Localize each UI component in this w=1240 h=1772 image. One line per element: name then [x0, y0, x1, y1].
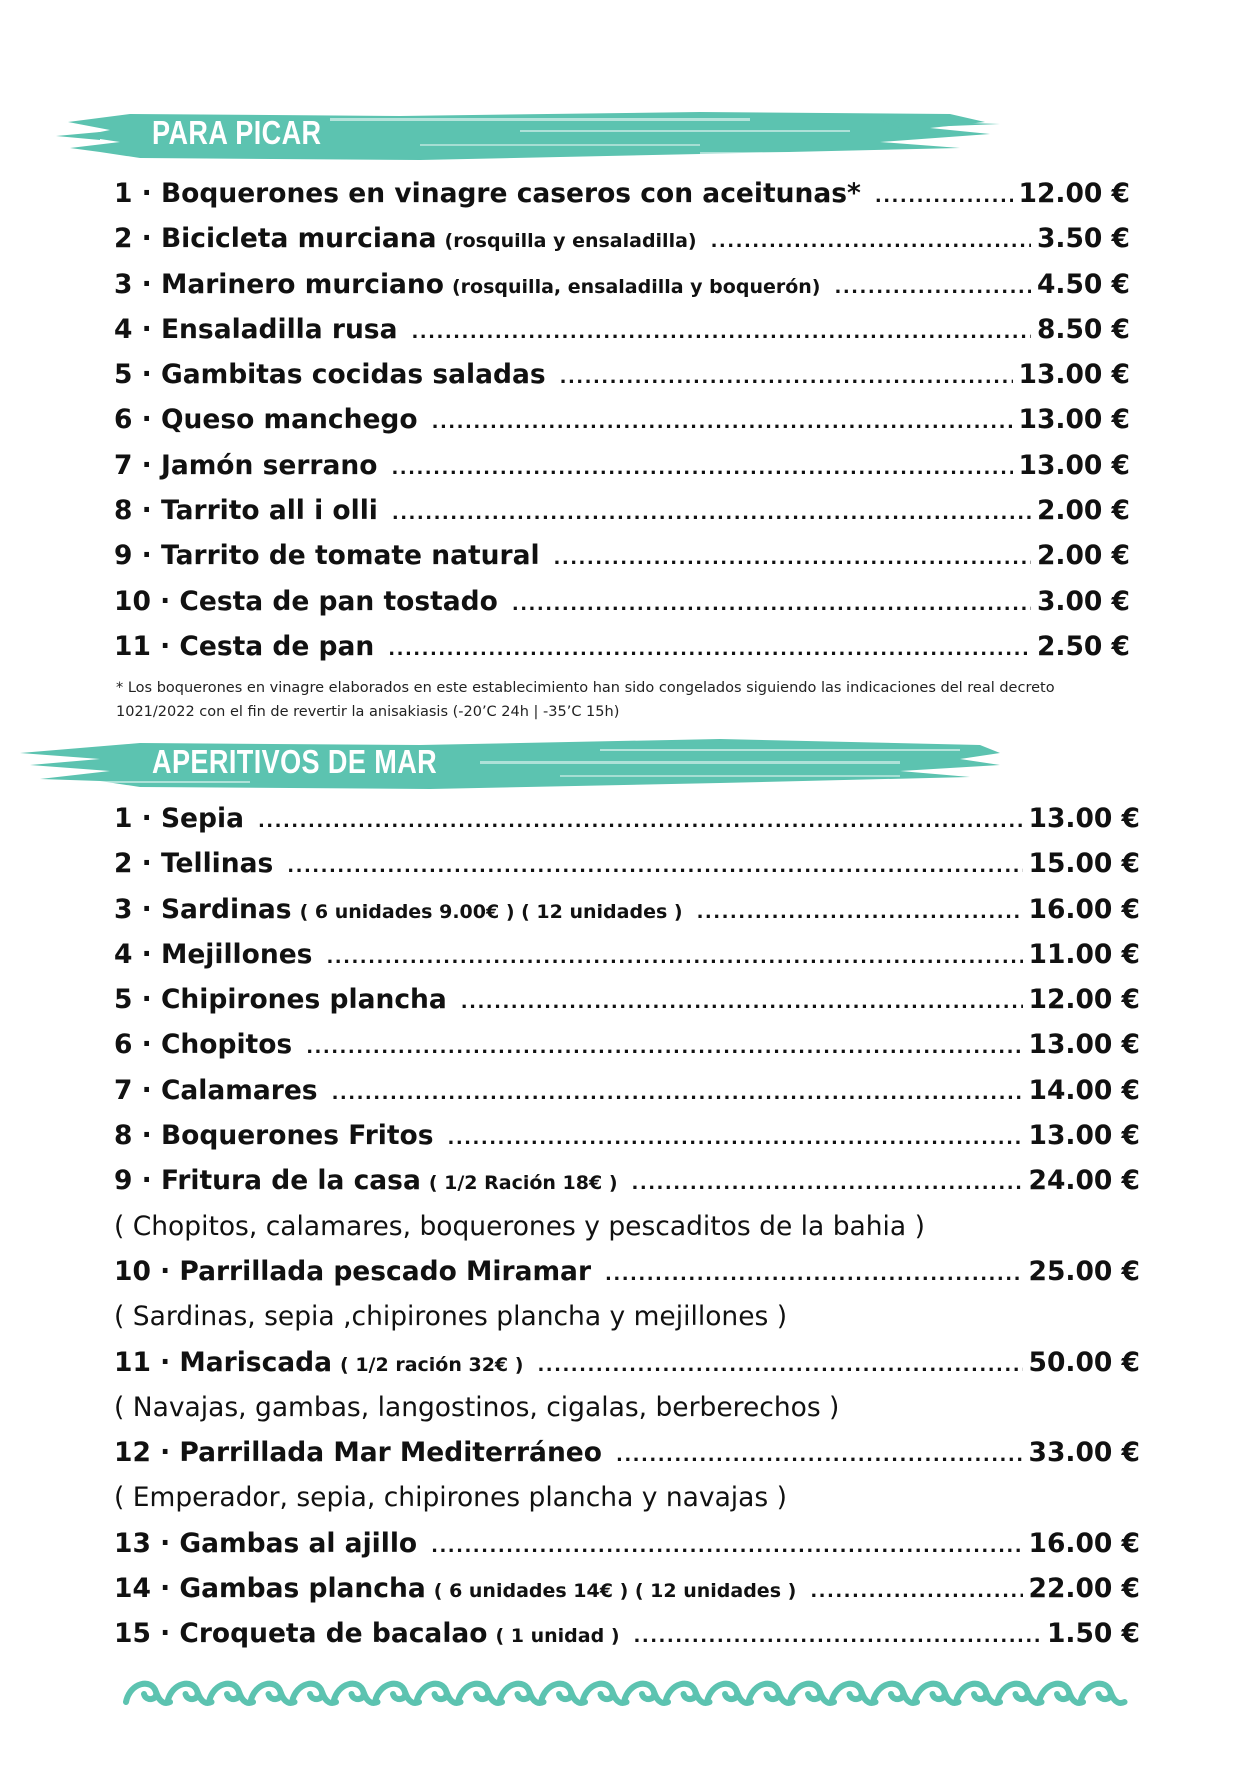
item-price: 8.50 €	[1036, 313, 1130, 345]
item-price: 12.00 €	[1028, 984, 1140, 1016]
item-price: 13.00 €	[1028, 803, 1140, 834]
item-name: 13 · Gambas al ajillo	[114, 1527, 418, 1559]
item-name: 5 · Gambitas cocidas saladas	[114, 359, 546, 391]
item-price: 15.00 €	[1028, 848, 1140, 880]
menu-list-para-picar	[114, 171, 1130, 669]
item-name: 8 · Tarrito all i olli	[114, 495, 378, 527]
menu-item	[114, 307, 1130, 352]
item-note: (rosquilla, ensaladilla y boquerón)	[452, 275, 821, 298]
dot-leader	[411, 310, 1030, 355]
item-name: 8 · Boquerones Fritos	[114, 1120, 434, 1152]
menu-item	[114, 841, 1140, 886]
menu-item	[114, 1566, 1140, 1611]
dot-leader	[697, 890, 1023, 935]
menu-item	[114, 262, 1130, 307]
item-name: 7 · Jamón serrano	[114, 449, 378, 481]
item-name: 15 · Croqueta de bacalao	[114, 1618, 488, 1650]
item-description: ( Navajas, gambas, langostinos, cigalas, berberechos )	[114, 1391, 840, 1423]
item-note: ( 6 unidades 9.00€ ) ( 12 unidades )	[299, 900, 683, 923]
item-price: 4.50 €	[1036, 268, 1130, 300]
dot-leader	[835, 265, 1031, 310]
item-price: 13.00 €	[1018, 359, 1130, 391]
dot-leader	[810, 1569, 1022, 1614]
menu-item	[114, 887, 1140, 932]
dot-leader	[432, 400, 1013, 445]
menu-item	[114, 216, 1130, 261]
item-price: 13.00 €	[1018, 449, 1130, 481]
item-name: 5 · Chipirones plancha	[114, 984, 447, 1016]
item-price: 33.00 €	[1028, 1437, 1140, 1469]
item-name: 4 · Ensaladilla rusa	[114, 313, 398, 345]
item-price: 14.00 €	[1028, 1074, 1140, 1106]
dot-leader	[258, 799, 1023, 844]
item-price: 13.00 €	[1028, 1120, 1140, 1152]
item-name: 7 · Calamares	[114, 1074, 318, 1106]
dot-leader	[392, 491, 1031, 536]
dot-leader	[391, 446, 1012, 491]
dot-leader	[461, 980, 1023, 1025]
dot-leader	[537, 1343, 1022, 1388]
item-name: 10 · Parrillada pescado Miramar	[114, 1255, 592, 1287]
item-name: 2 · Tellinas	[114, 848, 274, 880]
menu-item	[114, 1249, 1140, 1294]
menu-item	[114, 1068, 1140, 1113]
dot-leader	[332, 1071, 1023, 1116]
item-name: 4 · Mejillones	[114, 938, 313, 970]
item-price: 24.00 €	[1028, 1165, 1140, 1197]
menu-item	[114, 1158, 1140, 1203]
item-name: 6 · Chopitos	[114, 1029, 293, 1061]
dot-leader	[388, 627, 1031, 672]
item-name: 3 · Marinero murciano	[114, 268, 444, 300]
dot-leader	[512, 582, 1031, 627]
item-price: 50.00 €	[1028, 1346, 1140, 1378]
section-title: APERITIVOS DE MAR	[152, 743, 438, 780]
dot-leader	[605, 1252, 1022, 1297]
item-name: 11 · Mariscada	[114, 1346, 333, 1378]
dot-leader	[634, 1614, 1041, 1659]
item-price: 2.00 €	[1036, 495, 1130, 527]
wave-border-icon	[118, 1668, 1128, 1714]
item-note: ( 1/2 Ración 18€ )	[428, 1172, 618, 1195]
menu-item	[114, 1022, 1140, 1067]
dot-leader	[431, 1524, 1022, 1569]
item-price: 12.00 €	[1018, 178, 1130, 209]
item-price: 16.00 €	[1028, 1527, 1140, 1559]
dot-leader	[632, 1161, 1023, 1206]
item-name: 6 · Queso manchego	[114, 404, 418, 436]
menu-item	[114, 1340, 1140, 1385]
menu-item	[114, 397, 1130, 442]
item-price: 22.00 €	[1028, 1573, 1140, 1605]
menu-item	[114, 932, 1140, 977]
item-description: ( Sardinas, sepia ,chipirones plancha y mejillones )	[114, 1301, 788, 1333]
dot-leader	[711, 219, 1031, 264]
dot-leader	[560, 355, 1013, 400]
dot-leader	[554, 536, 1031, 581]
menu-item	[114, 1113, 1140, 1158]
item-price: 11.00 €	[1028, 938, 1140, 970]
item-price: 13.00 €	[1018, 404, 1130, 436]
item-price: 1.50 €	[1046, 1618, 1140, 1650]
item-price: 3.50 €	[1036, 223, 1130, 255]
menu-item	[114, 1521, 1140, 1566]
item-price: 2.50 €	[1036, 630, 1130, 662]
section-banner-para-picar	[0, 108, 1010, 164]
menu-item	[114, 1611, 1140, 1656]
menu-item	[114, 977, 1140, 1022]
menu-item	[114, 488, 1130, 533]
item-note: (rosquilla y ensaladilla)	[444, 230, 697, 253]
dot-leader	[287, 844, 1022, 889]
item-name: 1 · Sepia	[114, 803, 244, 834]
menu-item	[114, 624, 1130, 669]
footnote: * Los boquerones en vinagre elaborados en este establecimiento han sido congelados siguiendo las indicaciones del real decreto 1021/2022 con el fin de revertir la anisakiasis (-20’C 24h | -35’C 15h)	[116, 680, 1055, 720]
section-title: PARA PICAR	[152, 114, 322, 151]
menu-item	[114, 579, 1130, 624]
menu-item	[114, 171, 1130, 216]
menu-item	[114, 1430, 1140, 1475]
menu-item	[114, 796, 1140, 841]
item-note: ( 1 unidad )	[495, 1625, 620, 1648]
section-banner-aperitivos-de-mar	[0, 737, 1010, 793]
dot-leader	[326, 935, 1022, 980]
menu-item	[114, 352, 1130, 397]
item-name: 9 · Fritura de la casa	[114, 1165, 421, 1197]
dot-leader	[306, 1025, 1022, 1070]
dot-leader	[616, 1433, 1023, 1478]
dot-leader	[448, 1116, 1023, 1161]
item-price: 2.00 €	[1036, 540, 1130, 572]
dot-leader	[875, 174, 1013, 219]
item-description: ( Chopitos, calamares, boquerones y pescaditos de la bahia )	[114, 1210, 925, 1242]
item-name: 14 · Gambas plancha	[114, 1573, 426, 1605]
menu-item	[114, 533, 1130, 578]
item-name: 10 · Cesta de pan tostado	[114, 585, 498, 617]
item-name: 9 · Tarrito de tomate natural	[114, 540, 540, 572]
item-name: 11 · Cesta de pan	[114, 630, 375, 662]
item-name: 12 · Parrillada Mar Mediterráneo	[114, 1437, 602, 1469]
menu-item	[114, 443, 1130, 488]
item-name: 3 · Sardinas	[114, 893, 292, 925]
item-name: 2 · Bicicleta murciana	[114, 223, 437, 255]
menu-list-aperitivos-de-mar	[114, 796, 1140, 1657]
item-price: 13.00 €	[1028, 1029, 1140, 1061]
item-price: 25.00 €	[1028, 1255, 1140, 1287]
item-note: ( 6 unidades 14€ ) ( 12 unidades )	[433, 1580, 797, 1603]
item-description: ( Emperador, sepia, chipirones plancha y navajas )	[114, 1482, 787, 1514]
item-note: ( 1/2 ración 32€ )	[340, 1353, 524, 1376]
item-price: 3.00 €	[1036, 585, 1130, 617]
item-price: 16.00 €	[1028, 893, 1140, 925]
item-name: 1 · Boquerones en vinagre caseros con aceitunas*	[114, 178, 861, 209]
